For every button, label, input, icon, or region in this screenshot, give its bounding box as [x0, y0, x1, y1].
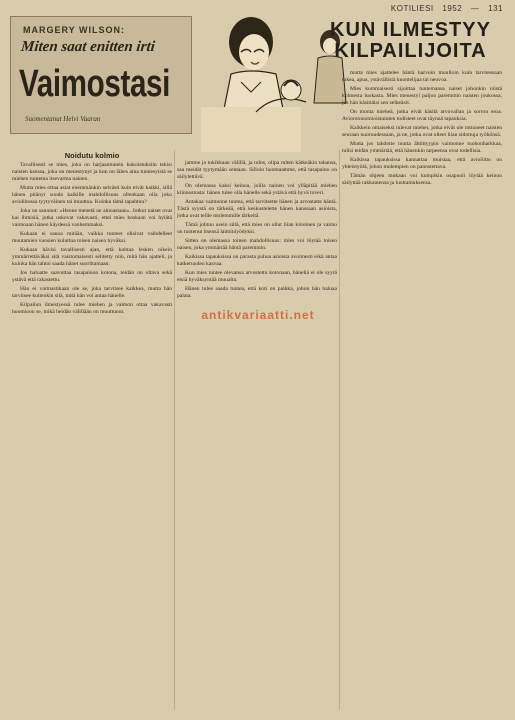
page-header	[385, 4, 503, 13]
paragraph: mutta mies ajattelee häntä harvoin muulloin kuin tarvitessaan tukea, apua, ystävällistä kuuntelijaa tai neuvoa.	[342, 70, 502, 83]
story-title: Vaimostasi	[19, 63, 170, 105]
story-subtitle: Miten saat enitten irti	[20, 39, 156, 55]
text-column-3	[342, 70, 502, 705]
headline-line-1: KUN ILMESTYY	[330, 19, 491, 41]
magazine-name: KOTILIESI	[390, 4, 434, 13]
paragraph: Antakaa vaimonne tuntea, että tarvitsette hänen ja arvostatte häntä. Tästä syystä on tärkeää, että keskustelette hänen kanssaan asioista, jotka ovat teille molemmille tärkeitä.	[177, 199, 337, 219]
magazine-year: 1952	[442, 4, 463, 13]
paragraph: Tämä johtuu usein siitä, että mies on ollut liian kiireinen ja vaimo on tuntenut itsensä laiminlyödyksi.	[177, 222, 337, 235]
paragraph: Kaikissa tapauksissa on parasta puhua asioista avoimesti eikä antaa katkeruuden kasvaa.	[177, 254, 337, 267]
text-column-2	[177, 160, 337, 705]
paragraph: Kaikissa tapauksissa kannattaa muistaa, että avioliitto on yhteistyötä, johon molempien on panostettava.	[342, 157, 502, 170]
paragraph: Hänen tulee saada tuntea, että koti on paikka, johon hän haluaa palata.	[177, 286, 337, 299]
header-separator: —	[470, 4, 480, 13]
story-title-box	[10, 16, 192, 134]
text-column-1	[12, 150, 172, 705]
paragraph: Mutta jos tahdotte mutta ähtittyypin vaimonne tuohonharkkaa, tulisi teidän ymmärtää, että hänenkin tarpeensa ovat todellisia.	[342, 141, 502, 154]
paragraph: Sitten on olemassa toinen mahdollisuus: mies voi löytää toisen naisen, joka ymmärtää häntä paremmin.	[177, 238, 337, 251]
section-heading: Noidutu kolmio	[64, 151, 120, 160]
couple-illustration	[196, 12, 316, 152]
paragraph: Kilpailun ilmestyessä tulee miehen ja vaimon ottaa vakavasti huomioon se, mikä heidän välillään on muuttunut.	[12, 302, 172, 315]
headline-line-2: KILPAILIJOITA	[334, 40, 487, 62]
page-number: 131	[488, 4, 503, 13]
paragraph: On monta mieheä, jotka eivät käsitä arvovallan ja sorron eroa. Aviorotonomioistuinten todisteet ovat täynnä tapauksia.	[342, 109, 502, 122]
paragraph: Joka on sanonut: »Henne menetä ne ainoastaan». Jotkut naiset ovat kai ihmisiä, jotka uskovat vakavasti, ettei mies koskaan voi hylätä vaimoaan hänen käydessä vanhemmaksi.	[12, 208, 172, 228]
paragraph: Kun mies tuntee olevansa arvostettu kotonaan, hänellä ei ole syytä etsiä hyväksyntää muualta.	[177, 270, 337, 283]
paragraph: Kukaan ei sanoa mitään, vaikka tunteet olisivat vaihdelleet muutamien vuosien kuluttua toisen naisen hyväksi.	[12, 231, 172, 244]
paragraph: Kaikkein omaiseksi tulevat miehet, jotka eivät ole tottuneet naisten seuraan nuoruudessaan, ja ne, jotka ovat olleet liian sidottuja työhönsä.	[342, 125, 502, 138]
article-headline	[318, 20, 503, 62]
paragraph: Jos haluatte saavuttaa tasapainon kotona, teidän on oltava sekä ystävä että rakastettu.	[12, 270, 172, 283]
paragraph: jamme ja tukikkaan välillä, ja tulos, olipa miten kätkeäkin tahansa, saa meidät tyytymään sentaan. Silloin huomaamme, että tasapaino on säilytettävä.	[177, 160, 337, 180]
paragraph: Hän ei varmastikaan ole se, joka tarvitsee kaikkea, mutta hän tarvitsee kuitenkin sitä, mitä hän voi antaa hänelle.	[12, 286, 172, 299]
story-author: MARGERY WILSON:	[23, 25, 125, 35]
paragraph: Mutta mies ottaa asiat enemmänkin selvästi kuin eivät kaikki, sillä hänen pitänyt suoda kaikille mahdollisuus ollenkaan olla joko avioliitossa tyytyväinen tai muuttua. Kuinka tämä tapahtuu?	[12, 185, 172, 205]
watermark: antikvariaatti.net	[201, 308, 315, 322]
story-translator: Suomentanut Helvi Vaaran	[25, 115, 101, 123]
column-rule	[174, 150, 175, 710]
paragraph: Tämän ohjeen mukaan voi kumpikin osapuoli löytää keinon säilyttää rakkautensa ja luottamuksensa.	[342, 173, 502, 186]
paragraph: Mies kommaisesti sijoittaa tuntemansa naiset johonkin niistä kolmesta luokasta. Mies menestyi paljon paremmin naisten joukossa, jos hän käsittäisi sen selkeästi.	[342, 86, 502, 106]
paragraph: Tavallisesti se mies, joka on harjaantunein kukoistuksiin tekisi naisten kanssa, joka on menestynyt ja kun on lähes aina tunnesyistä se miehen tuntema itsevarma nainen.	[12, 162, 172, 182]
column-rule	[339, 150, 340, 710]
paragraph: On olemassa kaksi keinoa, joilla nainen voi ylläpitää miehen kiinnostusta: hänen tulee olla hänelle sekä ystävä että hyvä toveri.	[177, 183, 337, 196]
paragraph: Kukaan hävisi tavallisesti ajan, että kohtaa lesken oikein ymmärrettäväksi sitä vaistomaisesti selitetty niin, mitä hän ajatteli, ja kuinka hän tahtoi saada hänet suorittamaan.	[12, 247, 172, 267]
